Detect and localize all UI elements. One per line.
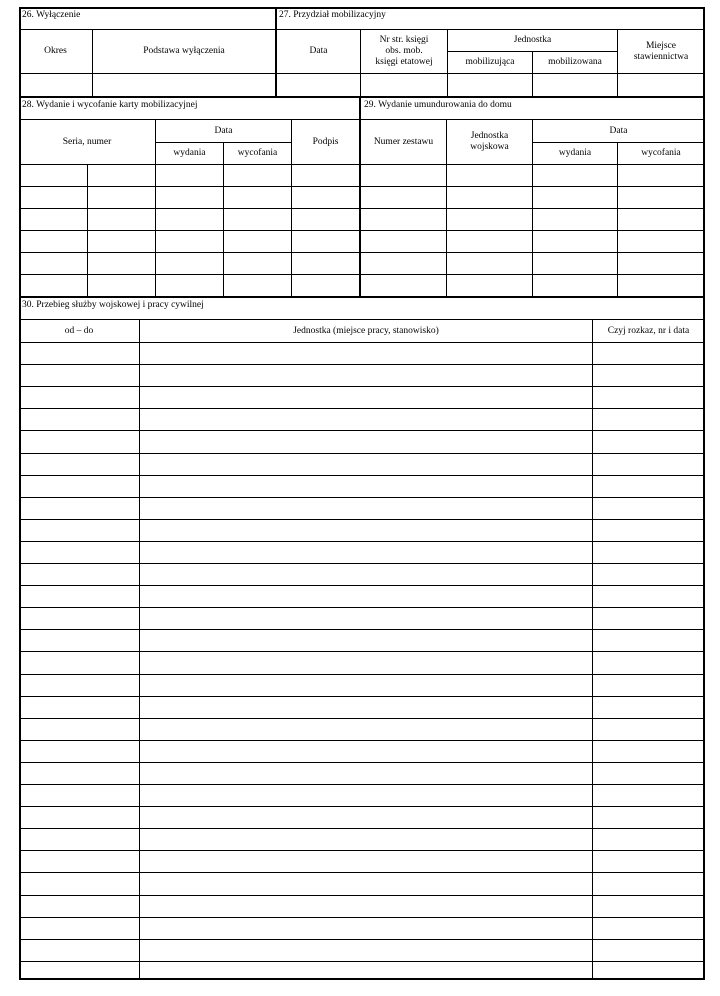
table-row-line [19, 784, 704, 785]
divider [19, 164, 704, 165]
table-row-line [19, 475, 704, 476]
header-data-29: Data [609, 125, 628, 136]
header-mobilizowana: mobilizowana [548, 57, 602, 67]
header-numer-zestawu: Numer zestawu [373, 136, 434, 147]
table-row-line [19, 585, 704, 586]
header-rozkaz: Czyj rozkaz, nr i data [607, 325, 690, 336]
top-border [19, 7, 704, 9]
divider [87, 164, 88, 297]
table-row-line [19, 607, 704, 608]
header-jednostka-27: Jednostka [513, 35, 552, 45]
divider [617, 142, 618, 297]
header-miejsce [618, 30, 704, 73]
header-podpis: Podpis [312, 136, 339, 147]
divider [19, 230, 704, 231]
divider [19, 96, 704, 98]
table-row-line [19, 430, 704, 431]
table-row-line [19, 895, 704, 896]
header-wydania-29: wydania [558, 148, 592, 158]
table-row-line [19, 961, 704, 962]
table-row-line [19, 718, 704, 719]
table-row-line [19, 939, 704, 940]
divider [19, 208, 704, 209]
header-okres: Okres [44, 46, 67, 56]
header-data-27: Data [309, 46, 328, 56]
table-row-line [19, 497, 704, 498]
divider [592, 319, 593, 980]
divider [19, 252, 704, 253]
table-row-line [19, 386, 704, 387]
header-nr-line3: księgi etatowej [375, 57, 433, 67]
table-row-line [19, 850, 704, 851]
header-wycofania-29: wycofania [641, 148, 681, 158]
divider [139, 319, 140, 980]
table-row-line [19, 828, 704, 829]
header-jednostka-line1: Jednostka [470, 131, 509, 141]
table-row-line [19, 563, 704, 564]
table-row-line [19, 806, 704, 807]
divider [19, 296, 704, 298]
table-row-line [19, 696, 704, 697]
divider [19, 73, 704, 74]
left-border [19, 7, 21, 980]
header-data-28: Data [214, 125, 233, 136]
table-row-line [19, 872, 704, 873]
header-jednostka-line2: wojskowa [470, 142, 509, 152]
divider [223, 142, 224, 297]
section-28-title: 28. Wydanie i wycofanie karty mobilizacyjnej [22, 100, 198, 110]
divider [19, 186, 704, 187]
right-border [703, 7, 705, 980]
table-row-line [19, 408, 704, 409]
table-row-line [19, 364, 704, 365]
table-row-line [19, 651, 704, 652]
table-row-line [19, 917, 704, 918]
section-30-title: 30. Przebieg służby wojskowej i pracy cywilnej [22, 300, 204, 310]
table-row-line [19, 453, 704, 454]
table-row-line [19, 674, 704, 675]
table-row-line [19, 762, 704, 763]
header-miejsce-line2: stawiennictwa [633, 51, 689, 62]
table-row-line [19, 629, 704, 630]
table-row-line [19, 541, 704, 542]
bottom-border [19, 978, 705, 980]
table-row-line [19, 740, 704, 741]
table-row-line [19, 342, 704, 343]
header-mobilizujaca: mobilizująca [465, 57, 515, 67]
section-26-title: 26. Wyłączenie [22, 10, 81, 20]
header-miejsce-line1: Miejsce [645, 40, 677, 51]
header-jednostka-30: Jednostka (miejsce pracy, stanowisko) [293, 325, 439, 336]
header-seria-numer: Seria, numer [62, 136, 112, 147]
header-od-do: od – do [64, 325, 94, 336]
header-nr-ksiegi [361, 30, 447, 73]
header-wydania-28: wydania [173, 148, 206, 158]
header-nr-line1: Nr str. księgi [379, 35, 429, 45]
header-nr-line2: obs. mob. [385, 46, 423, 56]
section-29-title: 29. Wydanie umundurowania do domu [364, 100, 512, 110]
header-wycofania-28: wycofania [237, 148, 278, 158]
divider [19, 274, 704, 275]
table-row-line [19, 519, 704, 520]
section-27-title: 27. Przydział mobilizacyjny [279, 10, 386, 20]
header-jednostka-wojskowa [447, 120, 532, 164]
header-podstawa: Podstawa wyłączenia [143, 46, 225, 56]
